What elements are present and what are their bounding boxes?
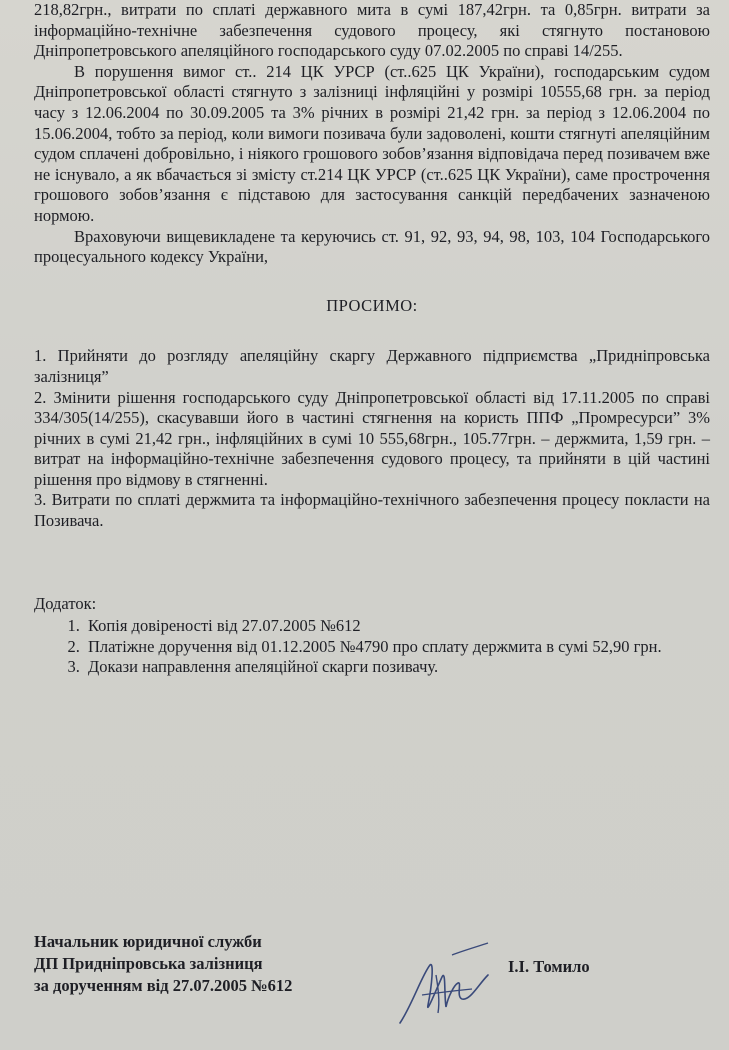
paragraph-violation: В порушення вимог ст.. 214 ЦК УРСР (ст..625 ЦК України), господарським судом Дніпропетровської області стягнуто з залізниці інфляційні у розмірі 10555,68 грн. за період часу з 12.06.2004 по 30.09.2005 та 3% річних в розмірі 21,42 грн. за період з 12.06.2004 по 15.06.2004, тобто за період, коли вимоги позивача були задоволені, кошти стягнуті апеляційним судом сплачені добровільно, і ніякого грошового зобов’язання відповідача перед позивачем вже не існувало, а як вбачається зі змісту ст.214 ЦК УРСР (ст..625 ЦК України), саме прострочення грошового зобов’язання є підставою для застосування санкцій передбачених зазначеною нормою. [34,61,710,225]
paragraph-costs: 218,82грн., витрати по сплаті державного мита в сумі 187,42грн. та 0,85грн. витрати за інформаційно-технічне забезпечення судового процесу, які стягнуто постановою Дніпропетровського апеляційного господарського суду 07.02.2005 по справі 14/255. [34,0,710,61]
signature-authority: за дорученням від 27.07.2005 №612 [34,976,293,995]
signer-name: І.І. Томило [508,957,590,976]
document-body [34,0,710,678]
paragraph-considering: Враховуючи вищевикладене та керуючись ст. 91, 92, 93, 94, 98, 103, 104 Господарського процесуального кодексу України, [34,226,710,267]
handwritten-signature-icon [392,935,502,1030]
signature-block [34,931,292,997]
annex-item: 1. Копія довіреності від 27.07.2005 №612 [84,616,710,637]
signature-position: Начальник юридичної служби [34,932,262,951]
annex-list [34,616,710,678]
request-item-3: 3. Витрати по сплаті держмита та інформаційно-технічного забезпечення процесу покласти на Позивача. [34,490,710,531]
annex-heading: Додаток: [34,593,97,613]
annex-item: 3. Докази направлення апеляційної скарги позивачу. [84,657,710,678]
annex-item: 2. Платіжне доручення від 01.12.2005 №4790 про сплату держмита в сумі 52,90 грн. [84,637,710,658]
request-item-2: 2. Змінити рішення господарського суду Дніпропетровської області від 17.11.2005 по справі 334/305(14/255), скасувавши його в частині стягнення на користь ППФ „Промресурси” 3% річних в сумі 21,42 грн., інфляційних в сумі 10 555,68грн., 105.77грн. – держмита, 1,59 грн. – витрат на інформаційно-технічне забезпечення судового процесу, та прийняти в цій частині рішення про відмову в стягненні. [34,387,710,489]
request-item-1: 1. Прийняти до розгляду апеляційну скаргу Державного підприємства „Придніпровська залізниця” [34,346,710,386]
signature-organization: ДП Придніпровська залізниця [34,954,263,973]
request-title: ПРОСИМО: [326,295,418,315]
